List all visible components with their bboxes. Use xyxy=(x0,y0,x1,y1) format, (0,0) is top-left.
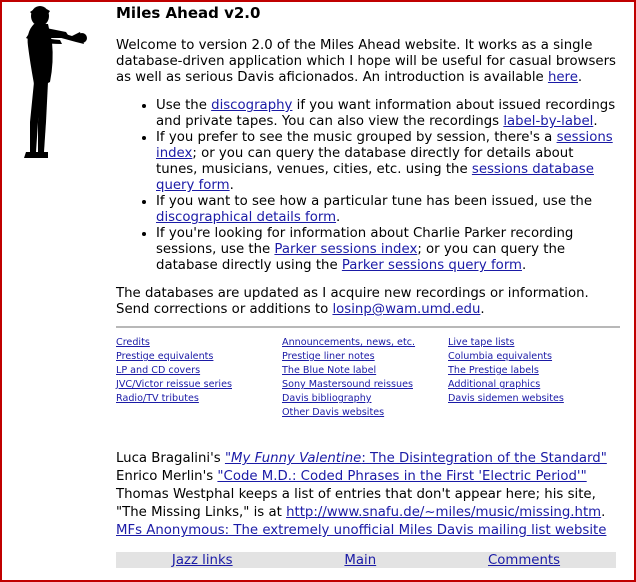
main-content xyxy=(116,4,616,540)
prestige-labels-link[interactable]: The Prestige labels xyxy=(448,365,539,376)
intro-paragraph: Welcome to version 2.0 of the Miles Ahead website. It works as a single database-driven application which I hope will be useful for casual browsers as well as serious Davis aficionados. An introduction is available here. xyxy=(116,38,616,85)
prestige-equivalents-link[interactable]: Prestige equivalents xyxy=(116,351,214,362)
intro-here-link[interactable]: here xyxy=(547,70,578,85)
list-item: • If you want to see how a particular tune has been issued, use the discographical details form. xyxy=(156,194,616,226)
radio-tv-tributes-link[interactable]: Radio/TV tributes xyxy=(116,393,199,404)
ref-westphal-line1: Thomas Westphal keeps a list of entries that don't appear here; his site, xyxy=(116,487,596,502)
bragalini-link[interactable]: "My Funny Valentine: The Disintegration of the Standard" xyxy=(224,451,607,466)
sessions-query-form-link[interactable]: sessions database query form xyxy=(156,162,594,193)
columbia-equivalents-link[interactable]: Columbia equivalents xyxy=(448,351,553,362)
merlin-link[interactable]: "Code M.D.: Coded Phrases in the First 'Electric Period'" xyxy=(217,469,587,484)
jazz-links-link[interactable]: Jazz links xyxy=(171,552,233,568)
davis-sidemen-link[interactable]: Davis sidemen websites xyxy=(448,393,564,404)
comments-link[interactable]: Comments xyxy=(487,552,561,568)
davis-bibliography-link[interactable]: Davis bibliography xyxy=(282,393,372,404)
additional-graphics-link[interactable]: Additional graphics xyxy=(448,379,541,390)
divider xyxy=(116,326,620,328)
trumpet-player-silhouette xyxy=(8,2,90,162)
ref-westphal-line2: "The Missing Links," is at http://www.snafu.de/~miles/music/missing.htm. xyxy=(116,505,606,520)
discographical-details-link[interactable]: discographical details form xyxy=(156,210,337,225)
parker-query-form-link[interactable]: Parker sessions query form xyxy=(341,258,522,273)
ref-bragalini: Luca Bragalini's "My Funny Valentine: The Disintegration of the Standard" xyxy=(116,451,607,466)
announcements-link[interactable]: Announcements, news, etc. xyxy=(282,337,416,348)
ref-merlin: Enrico Merlin's "Code M.D.: Coded Phrases in the First 'Electric Period'" xyxy=(116,469,587,484)
prestige-liner-notes-link[interactable]: Prestige liner notes xyxy=(282,351,375,362)
list-item: • If you're looking for information about Charlie Parker recording sessions, use the Parker sessions index; or you can query the database directly using the Parker sessions query form. xyxy=(156,226,616,274)
label-by-label-link[interactable]: label-by-label xyxy=(503,114,594,129)
updates-paragraph: The databases are updated as I acquire new recordings or information. Send corrections or additions to losinp@wam.umd.edu. xyxy=(116,286,589,317)
other-davis-websites-link[interactable]: Other Davis websites xyxy=(282,407,385,418)
mfs-anonymous-link[interactable]: MFs Anonymous: The extremely unofficial Miles Davis mailing list website xyxy=(116,523,607,538)
blue-note-label-link[interactable]: The Blue Note label xyxy=(282,365,377,376)
parker-sessions-index-link[interactable]: Parker sessions index xyxy=(274,242,418,257)
sony-mastersound-link[interactable]: Sony Mastersound reissues xyxy=(282,379,413,390)
links-column-3 xyxy=(448,336,614,420)
intro-text: Welcome to version 2.0 of the Miles Ahead website. It works as a single database-driven application which I hope will be useful for casual browsers as well as serious Davis aficionados. An introduction is available xyxy=(116,38,616,85)
lp-cd-covers-link[interactable]: LP and CD covers xyxy=(116,365,201,376)
live-tape-lists-link[interactable]: Live tape lists xyxy=(448,337,515,348)
list-item: • Use the discography if you want information about issued recordings and private tapes. You can also view the recordings label-by-label. xyxy=(156,98,616,130)
email-link[interactable]: losinp@wam.umd.edu xyxy=(332,302,481,317)
main-link[interactable]: Main xyxy=(344,552,377,568)
footer-nav xyxy=(116,552,616,568)
page-title: Miles Ahead v2.0 xyxy=(116,4,261,22)
list-item: • If you prefer to see the music grouped by session, there's a sessions index; or you can query the database directly for details about tunes, musicians, venues, cities, etc. using the sessions database query form. xyxy=(156,130,616,194)
ref-mfs-anonymous xyxy=(116,522,616,540)
references xyxy=(116,450,616,540)
feature-list xyxy=(116,98,616,274)
jvc-victor-link[interactable]: JVC/Victor reissue series xyxy=(116,379,232,390)
missing-links-url[interactable]: http://www.snafu.de/~miles/music/missing.htm xyxy=(286,505,602,520)
sessions-index-link[interactable]: sessions index xyxy=(156,130,613,161)
discography-link[interactable]: discography xyxy=(211,98,293,113)
links-column-1 xyxy=(116,336,282,420)
links-grid xyxy=(116,336,616,420)
links-column-2 xyxy=(282,336,448,420)
credits-link[interactable]: Credits xyxy=(116,337,150,348)
